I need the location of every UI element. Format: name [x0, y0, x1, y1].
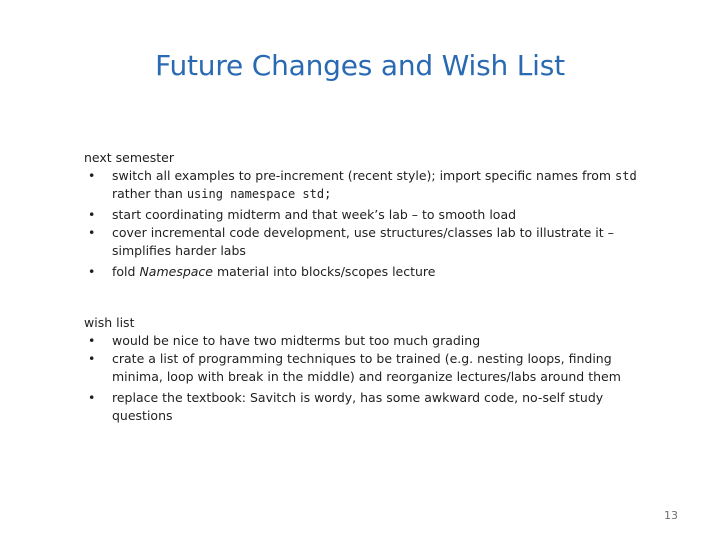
next-semester-heading: next semester	[84, 150, 174, 165]
code-using-namespace: using namespace std;	[186, 187, 332, 201]
wish-list-heading: wish list	[84, 315, 135, 330]
item-text: start coordinating midterm and that week’s lab – to smooth load	[112, 207, 517, 222]
next-semester-section	[84, 149, 644, 281]
item-text: cover incremental code development, use structures/classes lab to illustrate it – simplifies harder labs	[112, 225, 614, 258]
item-text: would be nice to have two midterms but too much grading	[112, 333, 481, 348]
list-item	[84, 263, 644, 281]
next-semester-list	[84, 167, 644, 281]
bullet-icon: •	[88, 333, 96, 348]
list-item	[84, 224, 644, 260]
list-item	[84, 389, 644, 425]
page-number: 13	[664, 509, 678, 522]
list-item	[84, 206, 644, 224]
bullet-icon: •	[88, 168, 96, 183]
list-item	[84, 167, 644, 203]
wish-list	[84, 332, 644, 425]
list-item	[84, 332, 644, 350]
slide-title: Future Changes and Wish List	[155, 49, 565, 82]
code-std: std	[615, 169, 637, 183]
item-text-post: material into blocks/scopes lecture	[213, 264, 436, 279]
item-text-pre: fold	[112, 264, 140, 279]
item-text-mid: rather than	[112, 186, 187, 201]
bullet-icon: •	[88, 207, 96, 222]
item-text: replace the textbook: Savitch is wordy, has some awkward code, no-self study questions	[112, 390, 604, 423]
list-item	[84, 350, 644, 386]
bullet-icon: •	[88, 390, 96, 405]
wish-list-section	[84, 314, 644, 425]
namespace-emphasis: Namespace	[139, 264, 213, 279]
bullet-icon: •	[88, 264, 96, 279]
bullet-icon: •	[88, 351, 96, 366]
item-text: crate a list of programming techniques to be trained (e.g. nesting loops, finding minima, loop with break in the middle) and reorganize lectures/labs around them	[112, 351, 621, 384]
bullet-icon: •	[88, 225, 96, 240]
item-text-pre: switch all examples to pre-increment (recent style); import specific names from	[112, 168, 616, 183]
